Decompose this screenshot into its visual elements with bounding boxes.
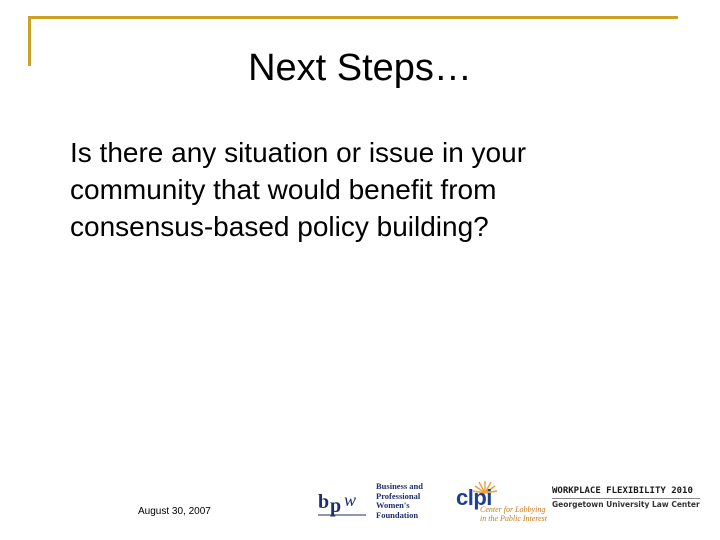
clpi-logo bbox=[454, 480, 550, 524]
wf-subtitle: Georgetown University Law Center bbox=[552, 500, 700, 509]
svg-text:w: w bbox=[344, 490, 357, 510]
workplace-flexibility-logo bbox=[552, 480, 710, 524]
bpw-name-line: Women's bbox=[376, 500, 410, 510]
clpi-wordmark: clpi bbox=[456, 485, 492, 510]
svg-text:b: b bbox=[318, 491, 330, 513]
wf-title: WORKPLACE FLEXIBILITY 2010 bbox=[552, 486, 693, 496]
bpw-name bbox=[376, 482, 448, 520]
accent-rule-horizontal bbox=[28, 16, 678, 19]
clpi-tagline-line: in the Public Interest bbox=[480, 514, 548, 523]
slide-title: Next Steps… bbox=[248, 47, 472, 89]
clpi-tagline-line: Center for Lobbying bbox=[480, 505, 546, 514]
wf-divider bbox=[552, 498, 700, 499]
slide-body-text: Is there any situation or issue in your community that would benefit from consensus-based policy building? bbox=[70, 137, 527, 242]
svg-text:p: p bbox=[330, 495, 342, 517]
slide-date: August 30, 2007 bbox=[138, 506, 211, 517]
bpw-name-line: Foundation bbox=[376, 509, 419, 520]
bpw-name-line: Business and bbox=[376, 481, 424, 491]
bpw-name-line: Professional bbox=[376, 490, 421, 501]
bpw-mark-icon bbox=[316, 486, 372, 518]
bpw-foundation-logo bbox=[316, 480, 446, 524]
clpi-tagline bbox=[480, 505, 560, 523]
